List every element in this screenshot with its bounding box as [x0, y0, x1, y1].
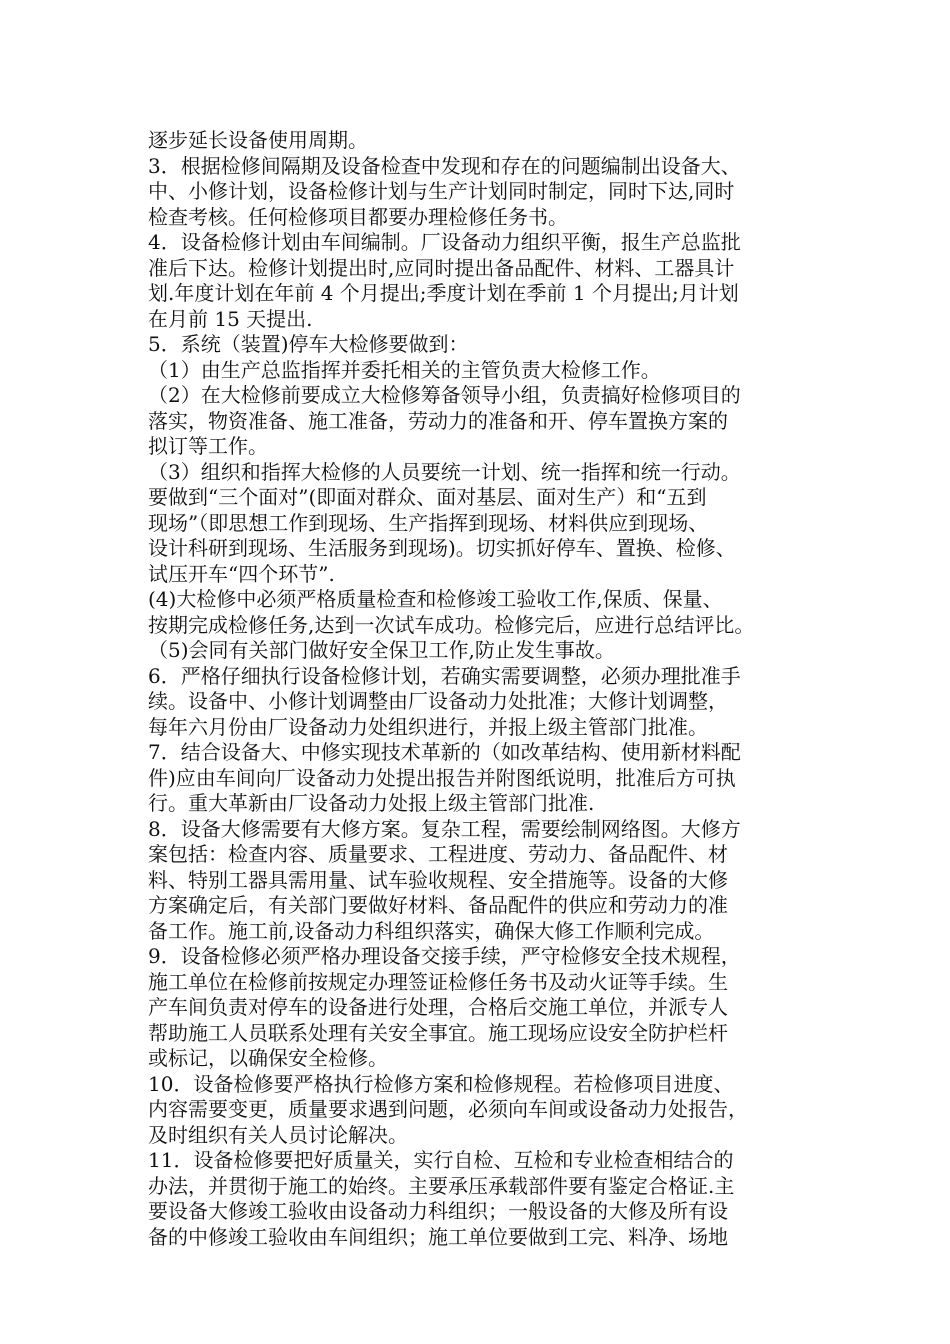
text-line: 要做到“三个面对”(即面对群众、面对基层、面对生产）和“五到 — [148, 485, 707, 509]
text-line: 落实，物资准备、施工准备，劳动力的准备和开、停车置换方案的 — [148, 408, 728, 433]
text-line: 拟订等工作。 — [148, 434, 268, 458]
text-line: 7．结合设备大、中修实现技术革新的（如改革结构、使用新材料配 — [148, 740, 741, 764]
text-line: 中、小修计划，设备检修计划与生产计划同时制定，同时下达,同时 — [148, 179, 735, 203]
text-line: 要设备大修竣工验收由设备动力科组织；一般设备的大修及所有设 — [148, 1199, 728, 1223]
text-line: 备的中修竣工验收由车间组织；施工单位要做到工完、料净、场地 — [148, 1224, 728, 1249]
text-line: （3）组织和指挥大检修的人员要统一计划、统一指挥和统一行动。 — [148, 459, 741, 484]
text-line: (4)大检修中必须严格质量检查和检修竣工验收工作,保质、保量、 — [148, 587, 723, 611]
text-line: 4．设备检修计划由车间编制。厂设备动力组织平衡，报生产总监批 — [148, 230, 741, 254]
text-line: 料、特别工器具需用量、试车验收规程、安全措施等。设备的大修 — [148, 867, 728, 892]
text-line: 按期完成检修任务,达到一次试车成功。检修完后，应进行总结评比。 — [148, 612, 755, 637]
text-line: 检查考核。任何检修项目都要办理检修任务书。 — [148, 204, 568, 229]
text-line: 5．系统（装置)停车大检修要做到： — [148, 332, 469, 356]
text-line: （1）由生产总监指挥并委托相关的主管负责大检修工作。 — [148, 357, 661, 382]
text-line: 施工单位在检修前按规定办理签证检修任务书及动火证等手续。生 — [148, 969, 728, 994]
text-line: （2）在大检修前要成立大检修筹备领导小组，负责搞好检修项目的 — [148, 383, 741, 407]
text-line: 备工作。施工前,设备动力科组织落实，确保大修工作顺利完成。 — [148, 918, 715, 943]
text-line: 方案确定后，有关部门要做好材料、备品配件的供应和劳动力的准 — [148, 893, 728, 917]
text-line: 帮助施工人员联系处理有关安全事宜。施工现场应设安全防护栏杆 — [148, 1020, 728, 1045]
text-line: 在月前 15 天提出. — [148, 306, 313, 331]
text-line: 行。重大革新由厂设备动力处报上级主管部门批准. — [148, 791, 595, 815]
text-line: 试压开车“四个环节”. — [148, 561, 335, 586]
text-line: 办法，并贯彻于施工的始终。主要承压承载部件要有鉴定合格证.主 — [148, 1173, 735, 1198]
text-line: 6．严格仔细执行设备检修计划，若确实需要调整，必须办理批准手 — [148, 663, 741, 688]
text-line: 内容需要变更，质量要求遇到问题，必须向车间或设备动力处报告， — [148, 1097, 748, 1121]
text-line: 及时组织有关人员讨论解决。 — [148, 1122, 408, 1147]
document-body — [148, 128, 820, 1250]
text-line: 划.年度计划在年前 4 个月提出;季度计划在季前 1 个月提出;月计划 — [148, 281, 739, 305]
text-line: 件)应由车间向厂设备动力处提出报告并附图纸说明，批准后方可执 — [148, 765, 736, 790]
text-line: 8．设备大修需要有大修方案。复杂工程，需要绘制网络图。大修方 — [148, 816, 741, 841]
text-line: 3．根据检修间隔期及设备检查中发现和存在的问题编制出设备大、 — [148, 153, 741, 178]
text-line: （5)会同有关部门做好安全保卫工作,防止发生事故。 — [148, 638, 615, 662]
text-line: 9．设备检修必须严格办理设备交接手续，严守检修安全技术规程， — [148, 944, 741, 968]
text-line: 10．设备检修要严格执行检修方案和检修规程。若检修项目进度、 — [148, 1071, 734, 1096]
text-line: 每年六月份由厂设备动力处组织进行，并报上级主管部门批准。 — [148, 714, 708, 739]
text-line: 11．设备检修要把好质量关，实行自检、互检和专业检查相结合的 — [148, 1148, 734, 1172]
text-line: 设计科研到现场、生活服务到现场)。切实抓好停车、置换、检修、 — [148, 536, 736, 560]
text-line: 产车间负责对停车的设备进行处理，合格后交施工单位，并派专人 — [148, 995, 728, 1019]
text-line: 续。设备中、小修计划调整由厂设备动力处批准；大修计划调整， — [148, 689, 728, 713]
text-line: 或标记，以确保安全检修。 — [148, 1046, 388, 1070]
text-line: 案包括：检查内容、质量要求、工程进度、劳动力、备品配件、材 — [148, 842, 728, 866]
text-line: 逐步延长设备使用周期。 — [148, 128, 368, 152]
text-line: 准后下达。检修计划提出时,应同时提出备品配件、材料、工器具计 — [148, 255, 735, 280]
text-line: 现场”（即思想工作到现场、生产指挥到现场、材料供应到现场、 — [148, 510, 709, 535]
